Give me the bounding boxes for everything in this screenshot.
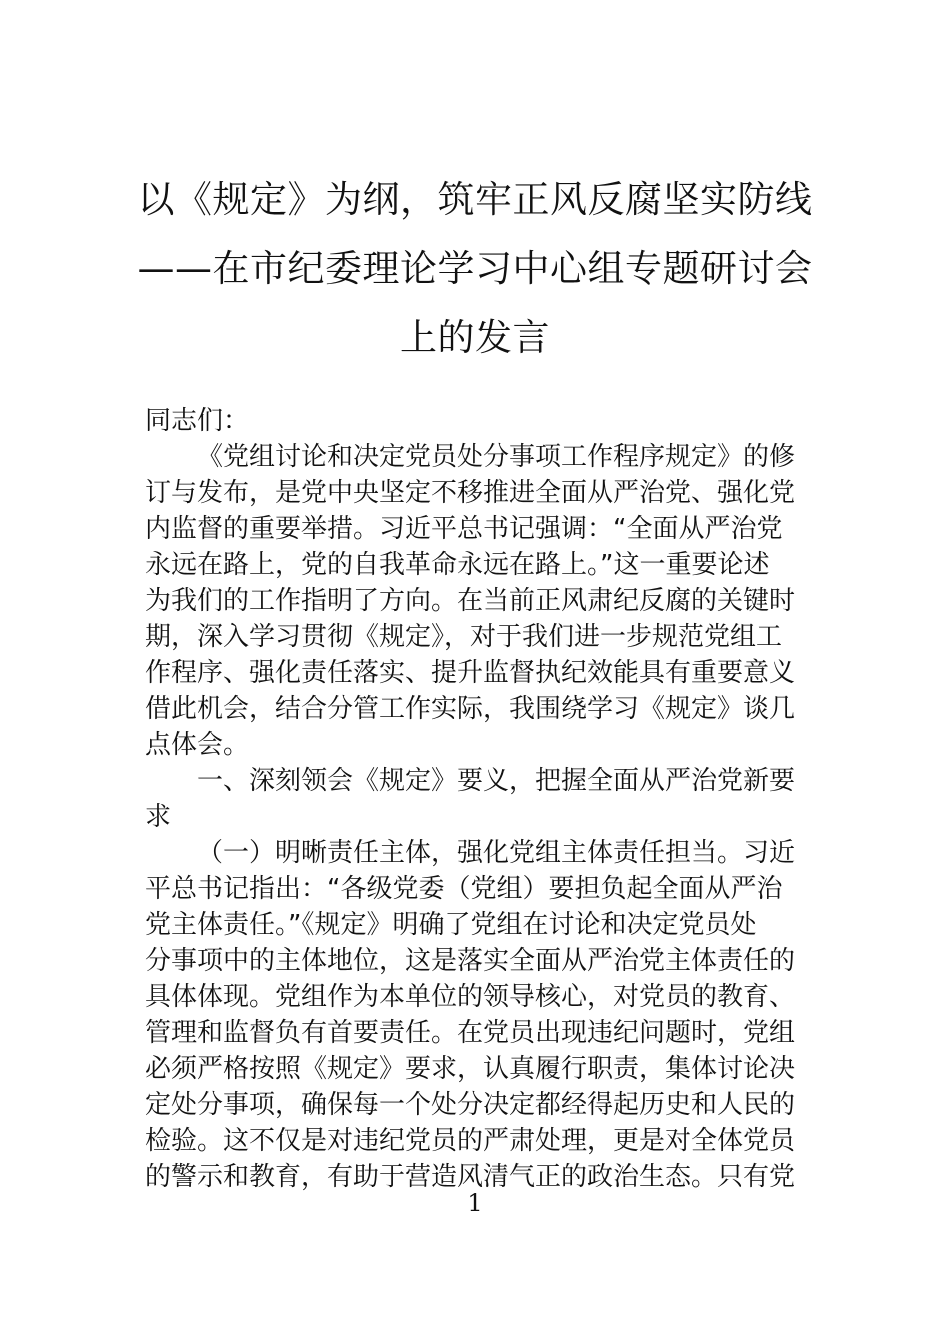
section-heading-line: 求 bbox=[145, 802, 172, 832]
paragraph-line: 必须严格按照《规定》要求，认真履行职责，集体讨论决 bbox=[145, 1054, 796, 1084]
paragraph-line: 平总书记指出：“各级党委（党组）要担负起全面从严治 bbox=[145, 874, 783, 904]
paragraph-line: 为我们的工作指明了方向。在当前正风肃纪反腐的关键时 bbox=[145, 586, 796, 616]
paragraph-line: 期，深入学习贯彻《规定》，对于我们进一步规范党组工 bbox=[145, 622, 783, 652]
page-number: 1 bbox=[467, 1189, 483, 1217]
paragraph-line: 作程序、强化责任落实、提升监督执纪效能具有重要意义 bbox=[145, 658, 796, 688]
paragraph-line: 内监督的重要举措。习近平总书记强调：“全面从严治党 bbox=[145, 514, 783, 544]
title-line-1: 以《规定》为纲，筑牢正风反腐坚实防线 bbox=[137, 178, 813, 221]
paragraph-line: 《党组讨论和决定党员处分事项工作程序规定》的修 bbox=[197, 442, 796, 472]
paragraph-line: 永远在路上，党的自我革命永远在路上。”这一重要论述 bbox=[145, 550, 770, 580]
paragraph-line: 具体体现。党组作为本单位的领导核心，对党员的教育、 bbox=[145, 982, 796, 1012]
paragraph-line: 点体会。 bbox=[145, 730, 250, 760]
section-heading-line: 一、深刻领会《规定》要义，把握全面从严治党新要 bbox=[197, 766, 796, 796]
title-line-3: 上的发言 bbox=[400, 316, 550, 359]
paragraph-line: 定处分事项，确保每一个处分决定都经得起历史和人民的 bbox=[145, 1090, 796, 1120]
title-line-2: ——在市纪委理论学习中心组专题研讨会 bbox=[137, 247, 813, 290]
paragraph-line: （一）明晰责任主体，强化党组主体责任担当。习近 bbox=[197, 838, 796, 868]
document-body bbox=[145, 403, 810, 1195]
paragraph-line: 管理和监督负有首要责任。在党员出现违纪问题时，党组 bbox=[145, 1018, 796, 1048]
paragraph-line: 分事项中的主体地位，这是落实全面从严治党主体责任的 bbox=[145, 946, 796, 976]
paragraph-line: 借此机会，结合分管工作实际，我围绕学习《规定》谈几 bbox=[145, 694, 796, 724]
paragraph-line: 的警示和教育，有助于营造风清气正的政治生态。只有党 bbox=[145, 1162, 796, 1192]
paragraph-line: 订与发布，是党中央坚定不移推进全面从严治党、强化党 bbox=[145, 478, 796, 508]
salutation: 同志们： bbox=[145, 406, 250, 436]
document-title bbox=[130, 165, 820, 372]
paragraph-line: 党主体责任。”《规定》明确了党组在讨论和决定党员处 bbox=[145, 910, 757, 940]
paragraph-line: 检验。这不仅是对违纪党员的严肃处理，更是对全体党员 bbox=[145, 1126, 796, 1156]
